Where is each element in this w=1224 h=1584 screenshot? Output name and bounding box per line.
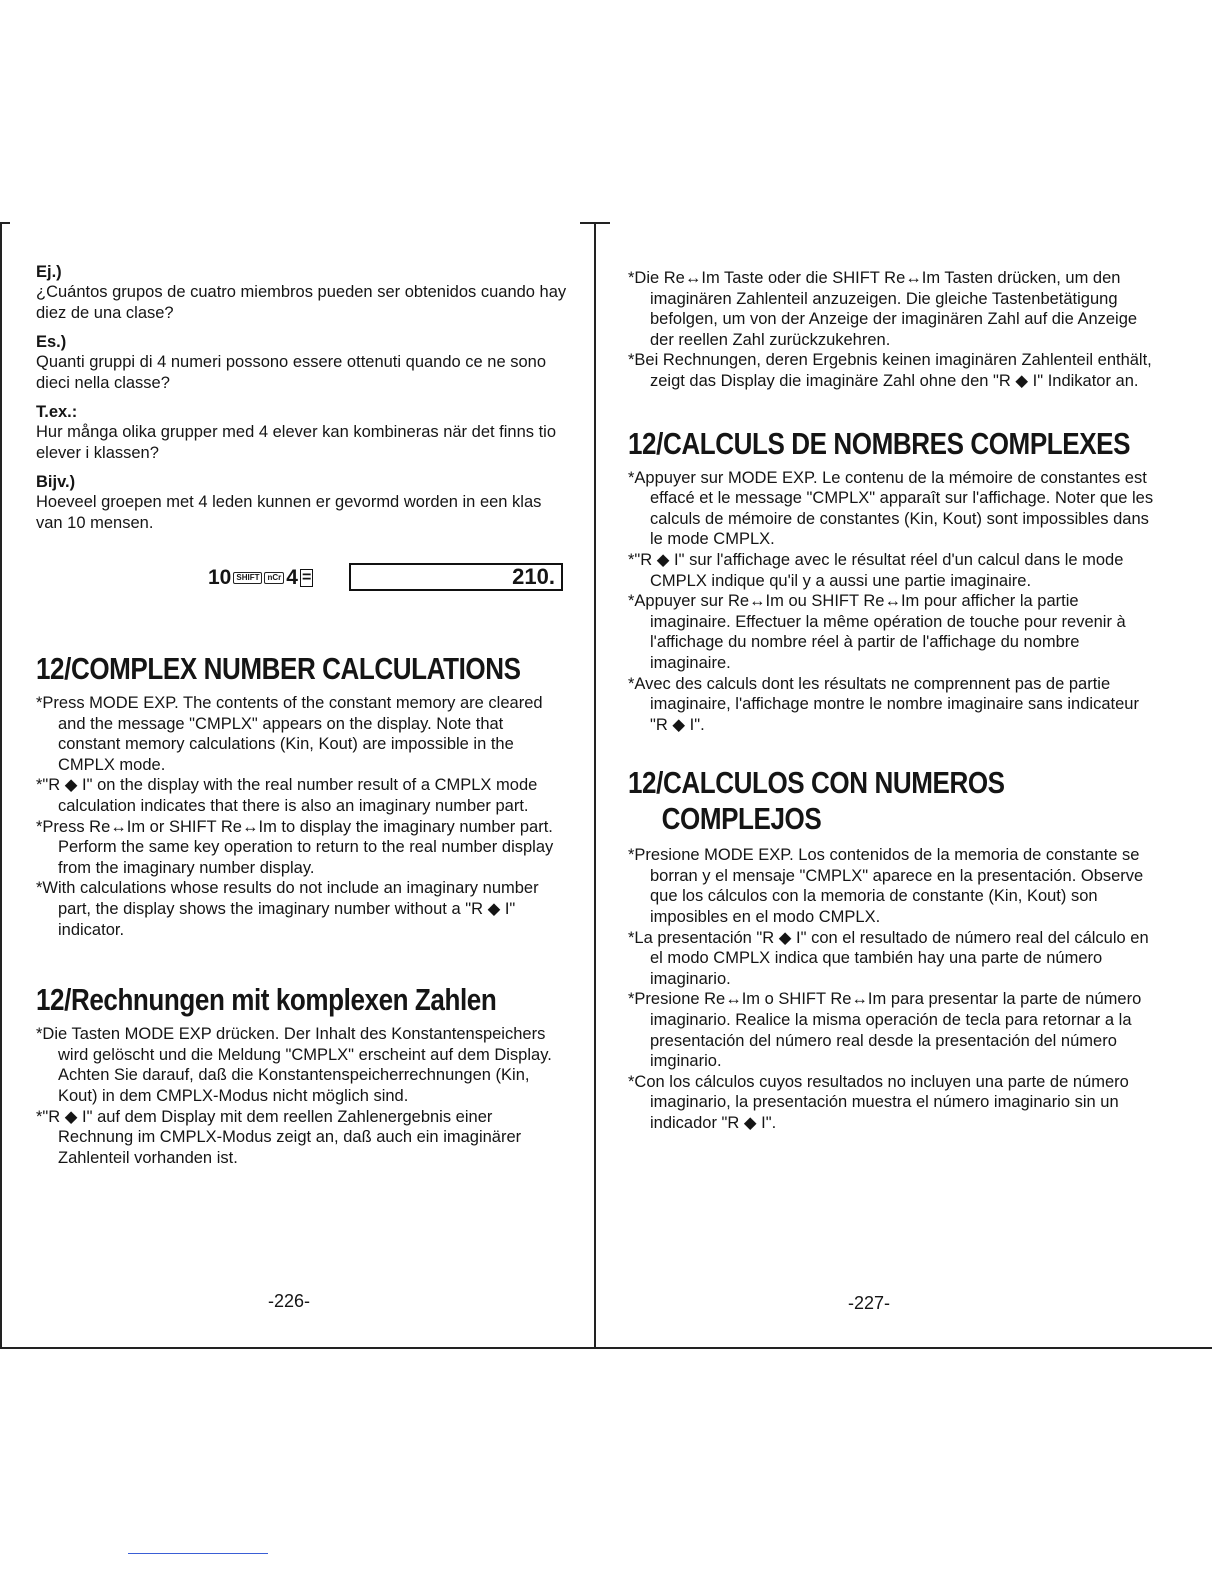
list-item: *"R ◆ I" on the display with the real number result of a CMPLX mode calculation indicates that there is also an imaginary number part. <box>36 776 538 815</box>
list-item: *Bei Rechnungen, deren Ergebnis keinen imaginären Zahlenteil enthält, zeigt das Display die imaginäre Zahl ohne den "R ◆ I" Indikator an. <box>628 351 1152 390</box>
section-es-list <box>628 845 1156 1133</box>
list-item: *"R ◆ I" auf dem Display mit dem reellen Zahlenergebnis einer Rechnung im CMPLX-Modus zeigt an, daß auch ein imaginärer Zahlenteil vorhanden ist. <box>36 1107 522 1167</box>
bottom-link-underline <box>128 1553 268 1554</box>
operand-n: 10 <box>208 566 232 589</box>
example-text: Hur många olika grupper med 4 elever kan kombineras när det finns tio elever i klassen? <box>36 423 557 462</box>
equals-key: = <box>301 569 312 586</box>
list-item: *Appuyer sur MODE EXP. Le contenu de la mémoire de constantes est effacé et le message "CMPLX" apparaît sur l'affichage. Noter que les calculs de mémoire de constantes (Kin, Kout) sont impossibles dans le mode CMPLX. <box>628 468 1154 549</box>
list-item: *Press Re↔Im or SHIFT Re↔Im to display the imaginary number part. Perform the same key operation to return to the real number display from the imaginary number display. <box>36 817 554 877</box>
list-item: *"R ◆ I" sur l'affichage avec le résultat réel d'un calcul dans le mode CMPLX indique qu'il y a aussi une partie imaginaire. <box>628 550 1124 590</box>
section-de-list <box>36 1024 568 1168</box>
example-text: ¿Cuántos grupos de cuatro miembros pueden ser obtenidos cuando hay diez de una clase? <box>36 283 567 322</box>
section-title-es-line2: COMPLEJOS <box>661 801 822 837</box>
shift-key: SHIFT <box>233 572 262 584</box>
example-label: Ej.) <box>36 263 62 281</box>
list-item: *Appuyer sur Re↔Im ou SHIFT Re↔Im pour afficher la partie imaginaire. Effectuer la même opération de touche pour revenir à l'affichage du nombre réel à partir de l'affichage du nombre imaginaire. <box>628 592 1126 672</box>
bottom-rule <box>0 1347 1212 1349</box>
section-fr-list <box>628 468 1156 736</box>
section-en-list <box>36 693 568 940</box>
page-number-right: -227- <box>848 1293 891 1313</box>
list-item: *Presione MODE EXP. Los contenidos de la memoria de constante se borran y el mensaje "CMPLX" aparece en la presentación. Observe que los cálculos con la memoria de constante (Kin, Kout) son imposibles en el modo CMPLX. <box>628 846 1144 927</box>
example-es <box>36 262 568 323</box>
section-de-cont-list <box>628 268 1156 392</box>
example-nl <box>36 472 568 533</box>
left-page <box>36 262 568 1168</box>
ncr-key: nCr <box>264 572 284 584</box>
top-tick-left <box>0 222 10 224</box>
calculator-display: 210. <box>349 563 563 591</box>
list-item: *Die Re↔Im Taste oder die SHIFT Re↔Im Tasten drücken, um den imaginären Zahlenteil anzuzeigen. Die gleiche Tastenbetätigung befolgen, um von der Anzeige der imaginären Zahl auf die Anzeige der reellen Zahl zurückzukehren. <box>628 269 1138 349</box>
list-item: *Avec des calculs dont les résultats ne comprennent pas de partie imaginaire, l'affichage montre le nombre imaginaire sans indicateur "R ◆ I". <box>628 674 1139 734</box>
section-title-en: 12/COMPLEX NUMBER CALCULATIONS <box>36 651 521 686</box>
top-tick-center <box>580 222 610 224</box>
center-fold-rule <box>594 222 596 1348</box>
example-label: Es.) <box>36 333 67 351</box>
example-text: Hoeveel groepen met 4 leden kunnen er gevormd worden in een klas van 10 mensen. <box>36 493 542 532</box>
key-sequence <box>208 566 313 590</box>
example-label: Bijv.) <box>36 473 76 491</box>
example-text: Quanti gruppi di 4 numeri possono essere ottenuti quando ce ne sono dieci nella classe? <box>36 353 547 392</box>
example-it <box>36 332 568 393</box>
operand-r: 4 <box>286 566 298 589</box>
list-item: *La presentación "R ◆ I" con el resultado de número real del cálculo en el modo CMPLX indica que también hay una parte de número imaginario. <box>628 928 1149 988</box>
list-item: *With calculations whose results do not include an imaginary number part, the display shows the imaginary number without a "R ◆ I" indicator. <box>36 879 539 939</box>
section-title-es-line1: 12/CALCULOS CON NUMEROS <box>628 765 1005 801</box>
list-item: *Presione Re↔Im o SHIFT Re↔Im para presentar la parte de número imaginario. Realice la misma operación de tecla para retornar a la presentación del número real desde la presentación del número imginario. <box>628 990 1142 1071</box>
section-title-fr: 12/CALCULS DE NOMBRES COMPLEXES <box>628 425 1131 461</box>
example-label: T.ex.: <box>36 403 78 421</box>
page-number-left: -226- <box>268 1291 311 1311</box>
list-item: *Con los cálculos cuyos resultados no incluyen una parte de número imaginario, la presentación muestra el número imaginario sin un indicador "R ◆ I". <box>628 1072 1129 1132</box>
list-item: *Die Tasten MODE EXP drücken. Der Inhalt des Konstantenspeichers wird gelöscht und die Meldung "CMPLX" erscheint auf dem Display. Achten Sie darauf, daß die Konstantenspeicherrechnungen (Kin, Kout) in dem CMPLX-Modus nicht möglich sind. <box>36 1025 552 1105</box>
left-margin-rule <box>0 222 2 1348</box>
section-title-de: 12/Rechnungen mit komplexen Zahlen <box>36 982 497 1018</box>
calculation-example <box>36 563 568 593</box>
list-item: *Press MODE EXP. The contents of the constant memory are cleared and the message "CMPLX" appears on the display. Note that constant memory calculations (Kin, Kout) are impossible in the CMPLX mode. <box>36 694 543 774</box>
example-sv <box>36 402 568 463</box>
right-page <box>628 268 1156 1134</box>
